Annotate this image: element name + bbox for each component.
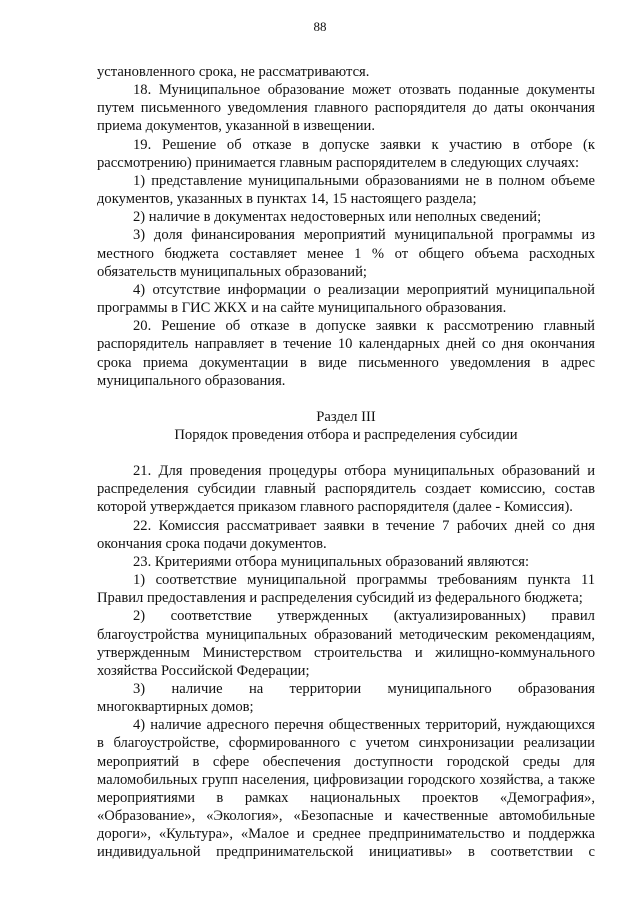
paragraph-23-item-4: 4) наличие адресного перечня общественных территорий, нуждающихся в благоустройстве, сформированного с учетом синхронизации реализации мероприятий в сфере обеспечения доступности городской среды для маломобильных групп населения, цифровизации городского хозяйства, а также мероприятиями в рамках национальных проектов «Демография», «Образование», «Экология», «Безопасные и качественные автомобильные дороги», «Культура», «Малое и среднее предпринимательство и поддержка индивидуальной предпринимательской инициативы» в соответствии с	[97, 717, 595, 861]
item-2-word: (актуализированных)	[393, 608, 526, 625]
section-title: Раздел III	[316, 408, 376, 425]
paragraph-19-item-1: 1) представление муниципальными образованиями не в полном объеме документов, указанных в пунктах 14, 15 настоящего раздела;	[97, 172, 595, 208]
paragraph-19-item-3: 3) доля финансирования мероприятий муниципальной программы из местного бюджета составляет менее 1 % от общего объема расходных обязательств муниципальных образований;	[97, 227, 595, 280]
item-3-word: на	[248, 681, 264, 697]
paragraph-23: 23. Критериями отбора муниципальных образований являются:	[133, 553, 530, 570]
paragraph-23-item-2-rest: благоустройства муниципальных образований методическим рекомендациям, утвержденным Министерством строительства и жилищно-коммунального хозяйства Российской Федерации;	[97, 626, 595, 679]
item-2-word: 2)	[133, 608, 146, 625]
document-body	[97, 63, 595, 862]
paragraph-19: 19. Решение об отказе в допуске заявки к участию в отборе (к рассмотрению) принимается главным распорядителем в следующих случаях:	[97, 136, 595, 171]
paragraph-continuation: установленного срока, не рассматриваются.	[97, 64, 370, 80]
item-2-word: утвержденных	[277, 608, 369, 625]
page-number: 88	[313, 19, 327, 34]
paragraph-22: 22. Комиссия рассматривает заявки в течение 7 рабочих дней со дня окончания срока подачи документов.	[97, 517, 595, 552]
paragraph-19-item-2: 2) наличие в документах недостоверных или неполных сведений;	[133, 209, 542, 226]
paragraph-20: 20. Решение об отказе в допуске заявки к рассмотрению главный распорядитель направляет в течение 10 календарных дней со дня окончания срока приема документации в виде письменного уведомления в адрес муниципального образования.	[97, 318, 595, 389]
item-3-word: территории	[289, 681, 362, 697]
item-2-word: правил	[551, 608, 595, 625]
paragraph-19-item-4: 4) отсутствие информации о реализации мероприятий муниципальной программы в ГИС ЖКХ и на сайте муниципального образования.	[97, 281, 595, 317]
paragraph-23-item-3-first-line	[97, 680, 595, 698]
item-3-word: образования	[518, 681, 595, 697]
section-subtitle: Порядок проведения отбора и распределения субсидии	[174, 426, 518, 443]
paragraph-18: 18. Муниципальное образование может отозвать поданные документы путем письменного уведомления главного распорядителя до даты окончания приема документов, указанной в извещении.	[97, 82, 595, 135]
item-3-word: муниципального	[387, 681, 492, 697]
item-3-word: 3)	[133, 681, 146, 697]
paragraph-23-item-3-rest: многоквартирных домов;	[97, 699, 254, 716]
paragraph-23-item-2-first-line	[97, 607, 595, 625]
paragraph-21: 21. Для проведения процедуры отбора муниципальных образований и распределения субсидии главный распорядитель создает комиссию, состав которой утверждается приказом главного распорядителя (далее - Комиссия).	[97, 463, 595, 516]
item-2-word: соответствие	[170, 608, 252, 625]
item-3-word: наличие	[171, 681, 223, 697]
paragraph-23-item-1: 1) соответствие муниципальной программы требованиям пункта 11 Правил предоставления и распределения субсидий из федерального бюджета;	[97, 572, 595, 607]
